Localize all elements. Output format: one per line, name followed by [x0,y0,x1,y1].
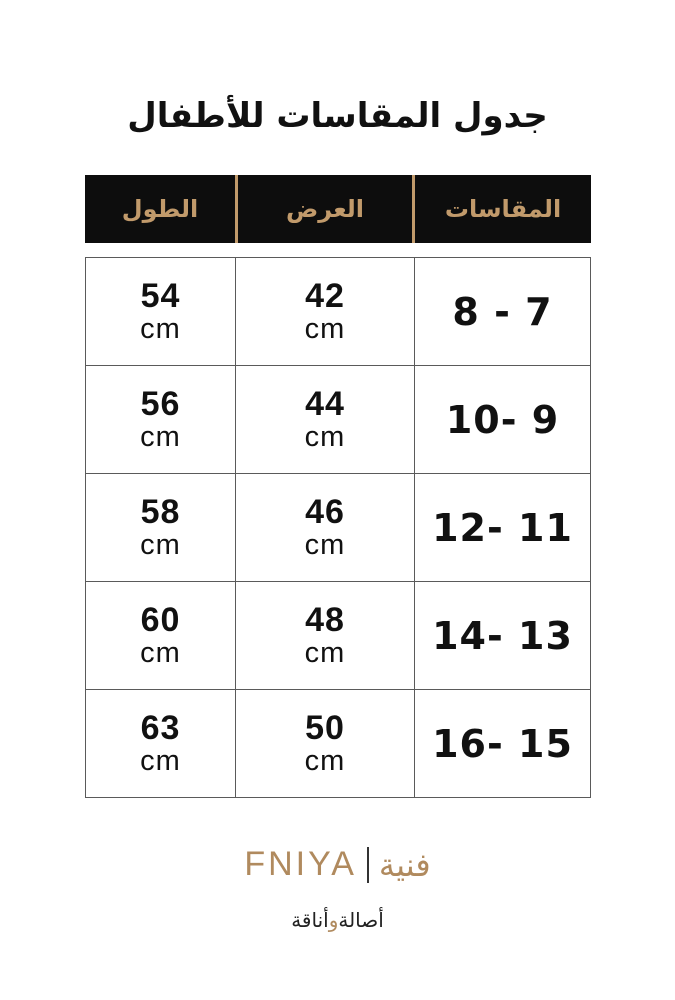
width-unit: cm [304,636,346,669]
width-value: 42 [305,276,345,315]
header-length: الطول [121,195,199,223]
size-value: 11 -12 [432,505,573,550]
width-value: 48 [305,600,345,639]
length-cell [86,474,235,581]
width-value: 46 [305,492,345,531]
table-row [86,473,590,581]
width-unit: cm [304,528,346,561]
tagline-conjunction: و [328,908,339,932]
brand-latin-name: FNIYA [244,845,357,883]
width-cell [235,690,415,797]
length-value: 58 [140,492,181,531]
header-width: العرض [235,175,415,243]
width-cell [235,258,415,365]
length-unit: cm [140,420,181,453]
size-table [85,257,591,798]
size-cell [415,474,590,581]
length-value: 63 [140,708,181,747]
width-unit: cm [304,744,346,777]
length-unit: cm [140,744,181,777]
size-cell [415,690,590,797]
table-header [85,175,591,243]
size-cell [415,258,590,365]
size-value: 15 -16 [432,721,573,766]
tagline-word-2: أناقة [291,908,329,932]
size-value: 9 -10 [445,397,560,442]
width-cell [235,582,415,689]
length-unit: cm [140,528,181,561]
table-row [86,365,590,473]
length-unit: cm [140,312,181,345]
length-unit: cm [140,636,181,669]
length-value: 60 [140,600,181,639]
length-value: 54 [140,276,181,315]
header-size: المقاسات [444,195,562,223]
table-row [86,581,590,689]
size-cell [415,366,590,473]
width-cell [235,366,415,473]
brand-divider [367,847,369,883]
tagline-word-1: أصالة [338,908,384,932]
brand-arabic-name: فنية [378,845,431,884]
length-cell [86,366,235,473]
length-cell [86,582,235,689]
width-unit: cm [304,312,346,345]
length-cell [86,690,235,797]
length-value: 56 [140,384,181,423]
size-value: 13 -14 [432,613,573,658]
width-cell [235,474,415,581]
width-value: 50 [305,708,345,747]
size-cell [415,582,590,689]
page-title: جدول المقاسات للأطفال [127,96,548,136]
table-row [86,689,590,797]
length-cell [86,258,235,365]
table-row [86,258,590,365]
brand-tagline [0,908,675,932]
width-value: 44 [305,384,345,423]
brand-logo [0,845,675,884]
size-value: 7 - 8 [452,289,553,334]
width-unit: cm [304,420,346,453]
